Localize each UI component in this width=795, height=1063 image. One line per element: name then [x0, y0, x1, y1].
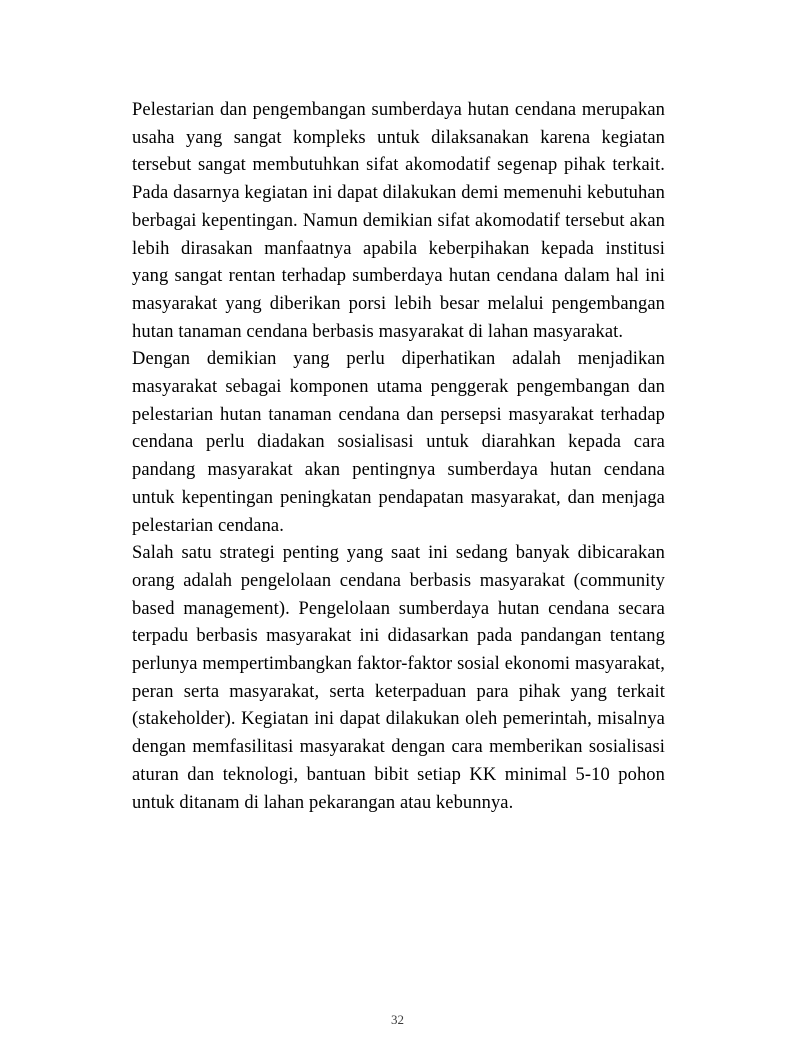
page-number: 32	[391, 1012, 404, 1027]
paragraph-1: Pelestarian dan pengembangan sumberdaya hutan cendana merupakan usaha yang sangat kompleks untuk dilaksanakan karena kegiatan tersebut sangat membutuhkan sifat akomodatif segenap pihak terkait. Pada dasarnya kegiatan ini dapat dilakukan demi memenuhi kebutuhan berbagai kepentingan. Namun demikian sifat akomodatif tersebut akan lebih dirasakan manfaatnya apabila keberpihakan kepada institusi yang sangat rentan terhadap sumberdaya hutan cendana dalam hal ini masyarakat yang diberikan porsi lebih besar melalui pengembangan hutan tanaman cendana berbasis masyarakat di lahan masyarakat.	[132, 100, 665, 342]
page-body	[132, 97, 665, 817]
paragraph-2: Dengan demikian yang perlu diperhatikan adalah menjadikan masyarakat sebagai komponen utama penggerak pengembangan dan pelestarian hutan tanaman cendana dan persepsi masyarakat terhadap cendana perlu diadakan sosialisasi untuk diarahkan kepada cara pandang masyarakat akan pentingnya sumberdaya hutan cendana untuk kepentingan peningkatan pendapatan masyarakat, dan menjaga pelestarian cendana.	[132, 349, 665, 536]
paragraph-3: Salah satu strategi penting yang saat ini sedang banyak dibicarakan orang adalah pengelolaan cendana berbasis masyarakat (community based management). Pengelolaan sumberdaya hutan cendana secara terpadu berbasis masyarakat ini didasarkan pada pandangan tentang perlunya mempertimbangkan faktor-faktor sosial ekonomi masyarakat, peran serta masyarakat, serta keterpaduan para pihak yang terkait (stakeholder). Kegiatan ini dapat dilakukan oleh pemerintah, misalnya dengan memfasilitasi masyarakat dengan cara memberikan sosialisasi aturan dan teknologi, bantuan bibit setiap KK minimal 5-10 pohon untuk ditanam di lahan pekarangan atau kebunnya.	[132, 543, 665, 813]
